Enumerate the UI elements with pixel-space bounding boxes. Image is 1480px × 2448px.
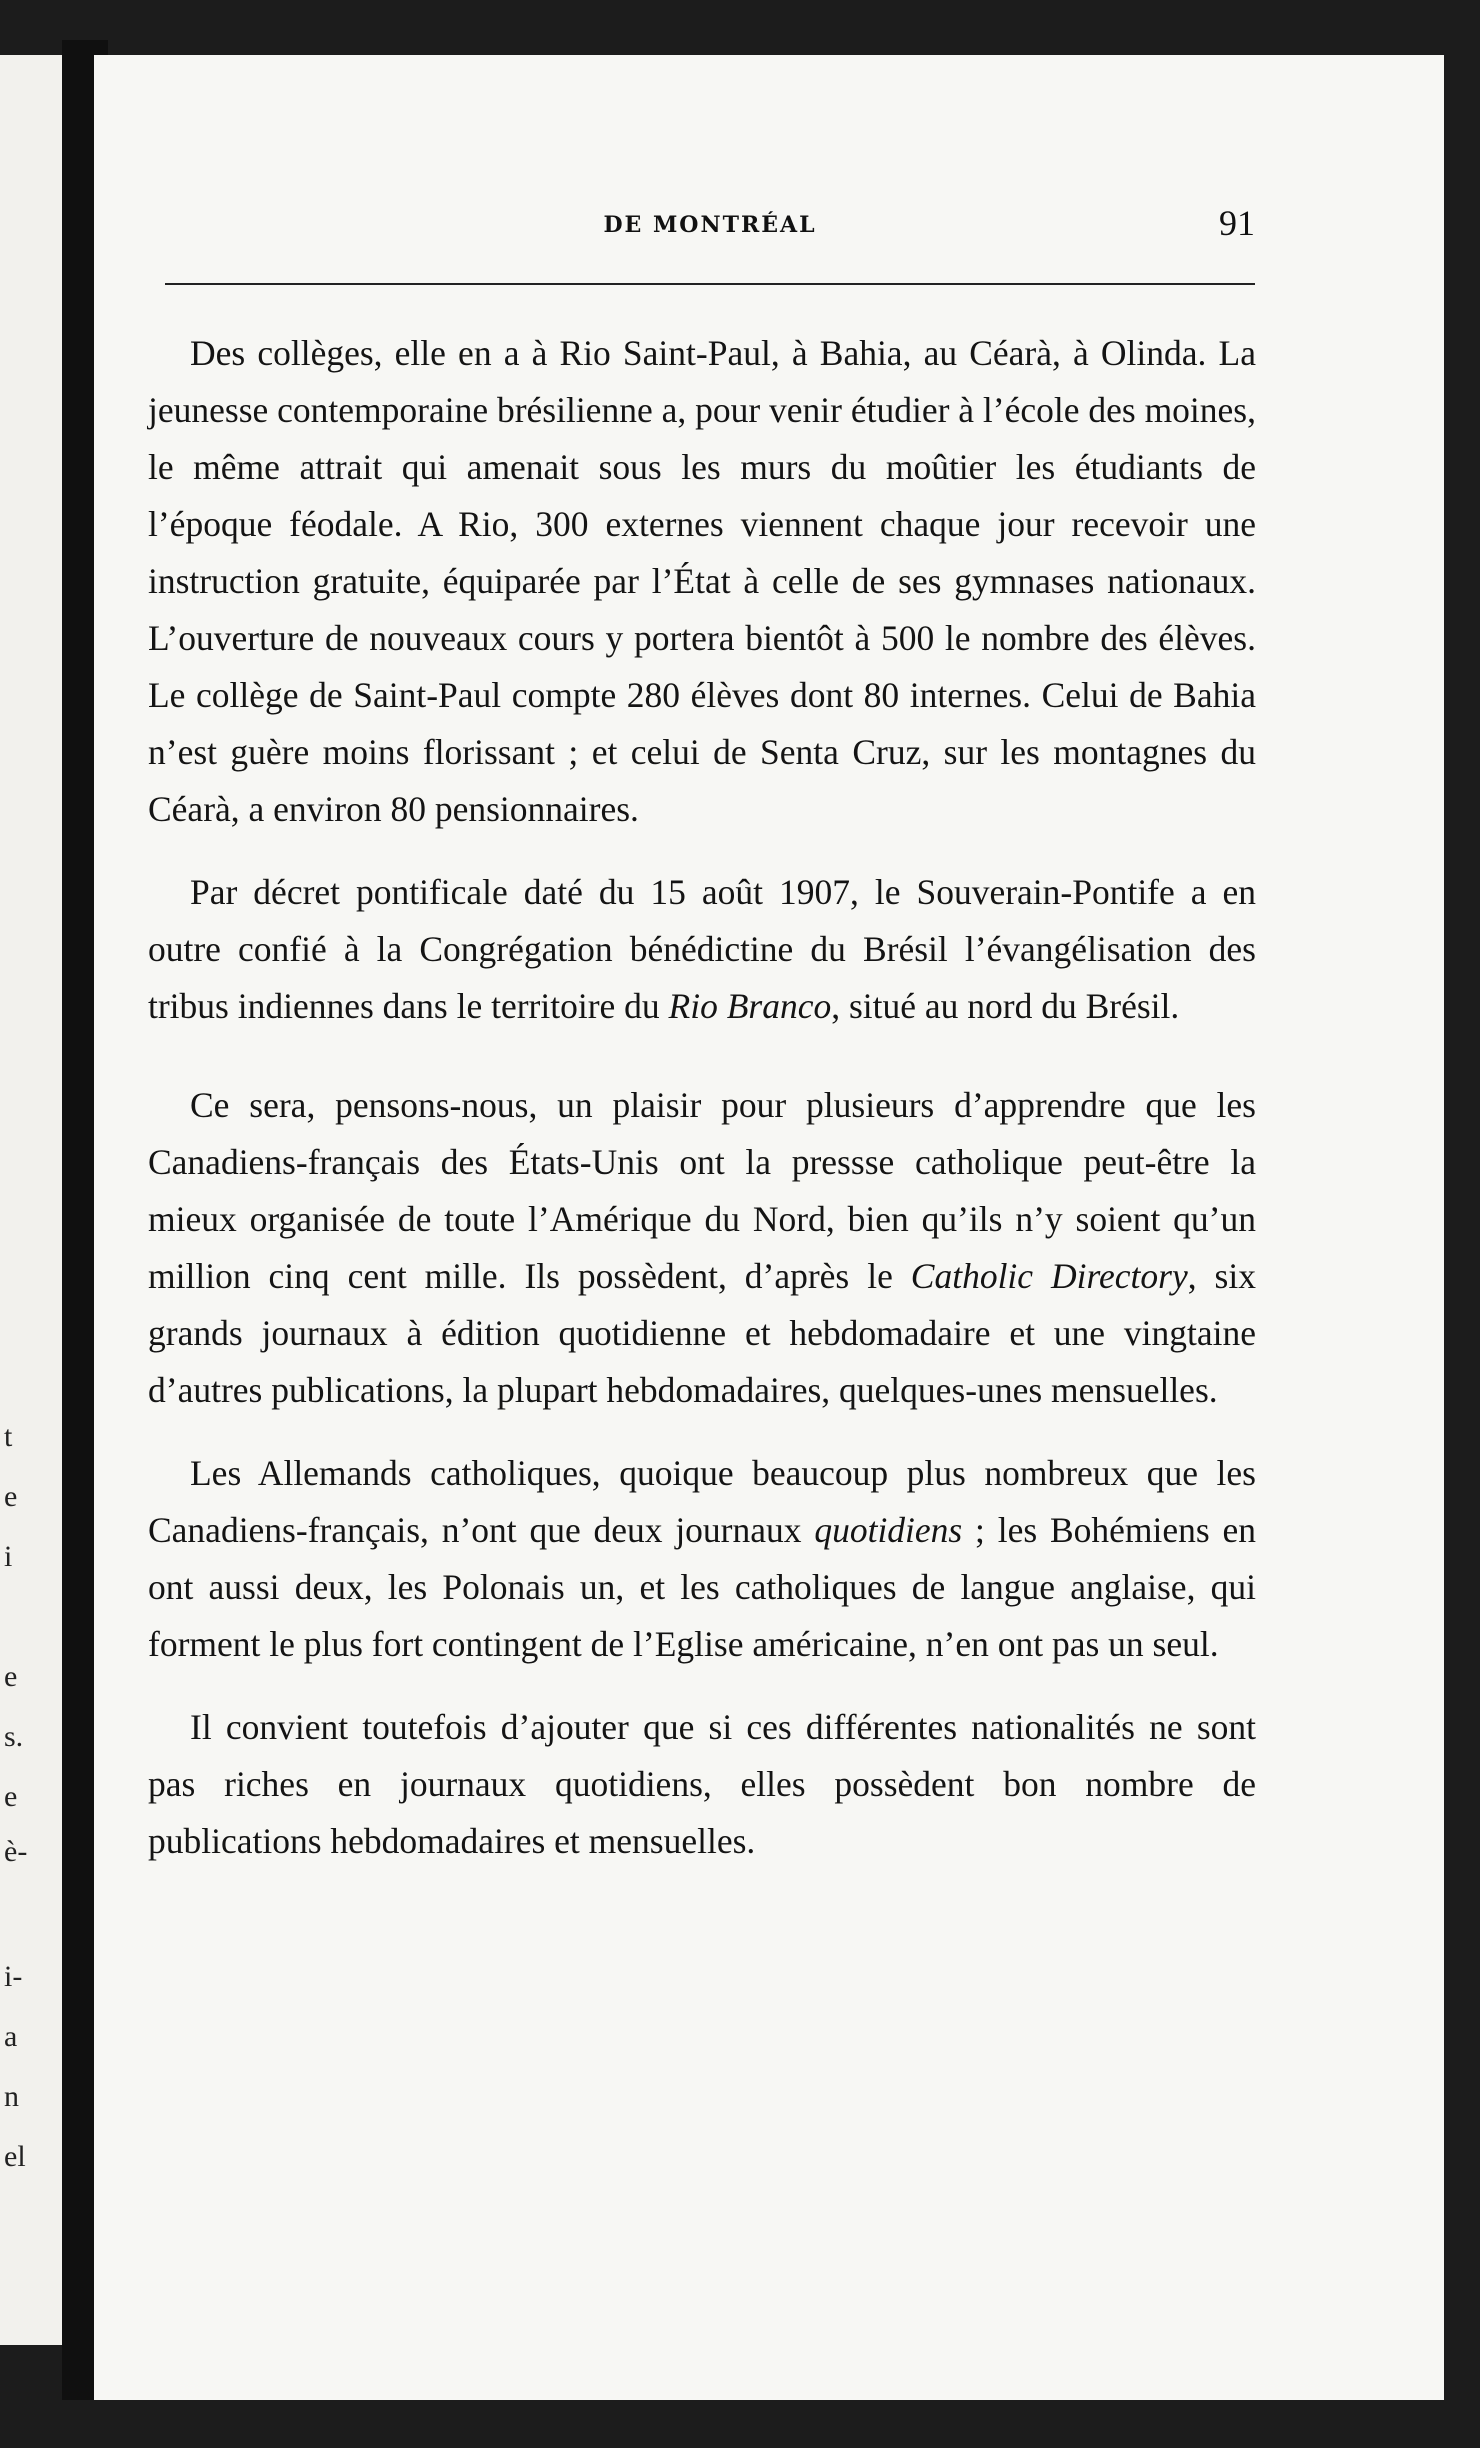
- edge-fragment: t: [4, 1420, 13, 1453]
- header-rule: [165, 283, 1255, 285]
- paragraph-text: , situé au nord du Brésil.: [831, 986, 1180, 1026]
- edge-fragment: s.: [4, 1720, 24, 1753]
- edge-fragment: e: [4, 1660, 18, 1693]
- page-body: [148, 325, 1256, 1870]
- adjacent-page-edge-text: [0, 0, 62, 2448]
- paragraph: [148, 1077, 1256, 1419]
- paragraph-text: Les Allemands catholiques, quoique beaucoup plus nombreux que les Canadiens-français, n’ont que deux journaux: [148, 1453, 1256, 1550]
- edge-fragment: a: [4, 2020, 18, 2053]
- edge-fragment: è-: [4, 1835, 28, 1868]
- edge-fragment: n: [4, 2080, 19, 2113]
- edge-fragment: i-: [4, 1960, 23, 1993]
- paragraph: [148, 864, 1256, 1035]
- italic-place-name: Rio Branco: [668, 986, 832, 1026]
- paragraph-text: ; les Bohémiens en ont aussi deux, les Polonais un, et les catholiques de langue anglaise, qui forment le plus fort contingent de l’Eglise américaine, n’en ont pas un seul.: [148, 1510, 1256, 1664]
- edge-fragment: e: [4, 1780, 18, 1813]
- paragraph-text: Des collèges, elle en a à Rio Saint-Paul, à Bahia, au Céarà, à Olinda. La jeunesse contemporaine brésilienne a, pour venir étudier à l’école des moines, le même attrait qui amenait sous les murs du moûtier les étudiants de l’époque féodale. A Rio, 300 externes viennent chaque jour recevoir une instruction gratuite, équiparée par l’État à celle de ses gymnases nationaux. L’ouverture de nouveaux cours y portera bientôt à 500 le nombre des élèves. Le collège de Saint-Paul compte 280 élèves dont 80 internes. Celui de Bahia n’est guère moins florissant ; et celui de Senta Cruz, sur les montagnes du Céarà, a environ 80 pensionnaires.: [148, 333, 1256, 829]
- page-header: [165, 200, 1255, 260]
- page-number: 91: [1219, 203, 1255, 243]
- edge-fragment: el: [4, 2140, 26, 2173]
- edge-fragment: i: [4, 1540, 13, 1573]
- italic-publication-title: Catholic Directory: [910, 1256, 1188, 1296]
- paragraph: [148, 1445, 1256, 1673]
- paragraph-text: Ce sera, pensons-nous, un plaisir pour plusieurs d’apprendre que les Canadiens-français des États-Unis ont la pressse catholique peut-être la mieux organisée de toute l’Amérique du Nord, bien qu’ils n’y soient qu’un million cinq cent mille. Ils possèdent, d’après le: [148, 1085, 1256, 1296]
- paragraph-text: Il convient toutefois d’ajouter que si ces différentes nationalités ne sont pas riches en journaux quotidiens, elles possèdent bon nombre de publications hebdomadaires et mensuelles.: [148, 1707, 1256, 1861]
- italic-word: quotidiens: [814, 1510, 963, 1550]
- paragraph-text: , six grands journaux à édition quotidienne et hebdomadaire et une vingtaine d’autres publications, la plupart hebdomadaires, quelques-unes mensuelles.: [148, 1256, 1256, 1410]
- running-head: DE MONTRÉAL: [603, 212, 817, 238]
- paragraph-text: Par décret pontificale daté du 15 août 1907, le Souverain-Pontife a en outre confié à la Congrégation bénédictine du Brésil l’évangélisation des tribus indiennes dans le territoire du: [148, 872, 1256, 1026]
- paragraph: [148, 1699, 1256, 1870]
- paragraph: [148, 325, 1256, 838]
- edge-fragment: e: [4, 1480, 18, 1513]
